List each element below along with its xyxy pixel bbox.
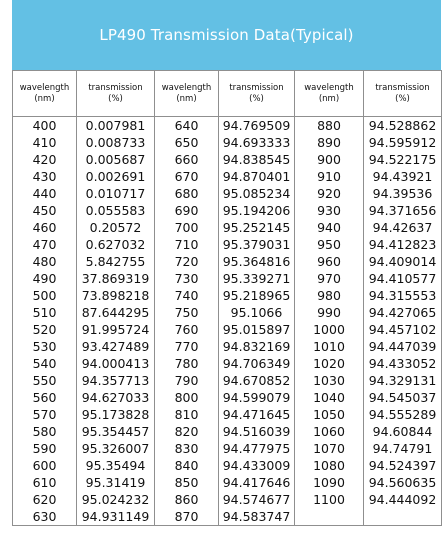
wavelength-cell: 870: [155, 508, 219, 526]
wavelength-cell: 900: [295, 151, 364, 168]
transmission-cell: 95.085234: [219, 185, 295, 202]
table-row: [13, 355, 442, 372]
header-wavelength: wavelength (nm): [295, 71, 364, 117]
transmission-cell: 0.20572: [77, 219, 155, 236]
wavelength-cell: 620: [13, 491, 77, 508]
wavelength-cell: 440: [13, 185, 77, 202]
wavelength-cell: 860: [155, 491, 219, 508]
wavelength-cell: 690: [155, 202, 219, 219]
wavelength-cell: 850: [155, 474, 219, 491]
transmission-cell: 94.444092: [364, 491, 442, 508]
table-row: [13, 219, 442, 236]
wavelength-cell: 720: [155, 253, 219, 270]
wavelength-cell: 960: [295, 253, 364, 270]
transmission-cell: 95.339271: [219, 270, 295, 287]
transmission-cell: 94.371656: [364, 202, 442, 219]
wavelength-cell: 760: [155, 321, 219, 338]
table-row: [13, 508, 442, 526]
wavelength-cell: 400: [13, 117, 77, 135]
wavelength-cell: 810: [155, 406, 219, 423]
wavelength-cell: 660: [155, 151, 219, 168]
table-title: LP490 Transmission Data(Typical): [99, 26, 354, 44]
transmission-cell: 93.427489: [77, 338, 155, 355]
wavelength-cell: 500: [13, 287, 77, 304]
transmission-cell: 95.326007: [77, 440, 155, 457]
transmission-cell: 94.447039: [364, 338, 442, 355]
wavelength-cell: 510: [13, 304, 77, 321]
wavelength-cell: 1010: [295, 338, 364, 355]
wavelength-cell: 590: [13, 440, 77, 457]
transmission-cell: 0.055583: [77, 202, 155, 219]
transmission-cell: 94.39536: [364, 185, 442, 202]
wavelength-cell: 1050: [295, 406, 364, 423]
header-wavelength: wavelength (nm): [13, 71, 77, 117]
table-row: [13, 338, 442, 355]
table-row: [13, 457, 442, 474]
transmission-cell: 94.315553: [364, 287, 442, 304]
transmission-cell: 94.42637: [364, 219, 442, 236]
wavelength-cell: 530: [13, 338, 77, 355]
table-row: [13, 134, 442, 151]
transmission-cell: 94.457102: [364, 321, 442, 338]
table-row: [13, 423, 442, 440]
transmission-cell: 95.1066: [219, 304, 295, 321]
transmission-cell: [364, 508, 442, 526]
wavelength-cell: 540: [13, 355, 77, 372]
transmission-cell: 0.005687: [77, 151, 155, 168]
transmission-cell: 94.560635: [364, 474, 442, 491]
transmission-cell: 94.329131: [364, 372, 442, 389]
wavelength-cell: 430: [13, 168, 77, 185]
header-transmission: transmission (%): [77, 71, 155, 117]
wavelength-cell: 600: [13, 457, 77, 474]
wavelength-cell: 640: [155, 117, 219, 135]
transmission-cell: 94.417646: [219, 474, 295, 491]
transmission-cell: 94.43921: [364, 168, 442, 185]
transmission-cell: 87.644295: [77, 304, 155, 321]
wavelength-cell: 1020: [295, 355, 364, 372]
wavelength-cell: 840: [155, 457, 219, 474]
transmission-cell: 94.409014: [364, 253, 442, 270]
transmission-cell: 95.194206: [219, 202, 295, 219]
table-row: [13, 202, 442, 219]
wavelength-cell: 460: [13, 219, 77, 236]
transmission-cell: 94.522175: [364, 151, 442, 168]
transmission-cell: 95.35494: [77, 457, 155, 474]
wavelength-cell: 570: [13, 406, 77, 423]
wavelength-cell: 740: [155, 287, 219, 304]
wavelength-cell: 1030: [295, 372, 364, 389]
transmission-cell: 91.995724: [77, 321, 155, 338]
wavelength-cell: 890: [295, 134, 364, 151]
wavelength-cell: 1060: [295, 423, 364, 440]
transmission-cell: 94.433052: [364, 355, 442, 372]
wavelength-cell: 730: [155, 270, 219, 287]
transmission-cell: 94.410577: [364, 270, 442, 287]
table-row: [13, 185, 442, 202]
table-row: [13, 168, 442, 185]
wavelength-cell: 790: [155, 372, 219, 389]
wavelength-cell: 800: [155, 389, 219, 406]
transmission-cell: 5.842755: [77, 253, 155, 270]
wavelength-cell: 580: [13, 423, 77, 440]
wavelength-cell: 680: [155, 185, 219, 202]
wavelength-cell: 650: [155, 134, 219, 151]
wavelength-cell: 610: [13, 474, 77, 491]
transmission-cell: 94.595912: [364, 134, 442, 151]
wavelength-cell: 670: [155, 168, 219, 185]
transmission-cell: 95.379031: [219, 236, 295, 253]
transmission-cell: 94.769509: [219, 117, 295, 135]
table-row: [13, 389, 442, 406]
header-row: [13, 71, 442, 117]
wavelength-cell: 630: [13, 508, 77, 526]
wavelength-cell: 830: [155, 440, 219, 457]
table-row: [13, 287, 442, 304]
table-row: [13, 491, 442, 508]
wavelength-cell: 1080: [295, 457, 364, 474]
wavelength-cell: 770: [155, 338, 219, 355]
transmission-cell: 95.015897: [219, 321, 295, 338]
wavelength-cell: 750: [155, 304, 219, 321]
transmission-cell: 94.832169: [219, 338, 295, 355]
table-row: [13, 151, 442, 168]
header-transmission: transmission (%): [364, 71, 442, 117]
transmission-cell: 95.024232: [77, 491, 155, 508]
transmission-cell: 94.524397: [364, 457, 442, 474]
transmission-cell: 95.173828: [77, 406, 155, 423]
transmission-cell: 94.599079: [219, 389, 295, 406]
transmission-cell: 0.010717: [77, 185, 155, 202]
header-wavelength: wavelength (nm): [155, 71, 219, 117]
transmission-cell: 95.31419: [77, 474, 155, 491]
transmission-cell: 94.477975: [219, 440, 295, 457]
table-row: [13, 321, 442, 338]
wavelength-cell: 820: [155, 423, 219, 440]
transmission-cell: 94.693333: [219, 134, 295, 151]
table-row: [13, 270, 442, 287]
transmission-cell: 94.838545: [219, 151, 295, 168]
transmission-cell: 0.008733: [77, 134, 155, 151]
transmission-cell: 94.670852: [219, 372, 295, 389]
wavelength-cell: 970: [295, 270, 364, 287]
transmission-cell: 95.354457: [77, 423, 155, 440]
wavelength-cell: 490: [13, 270, 77, 287]
table-row: [13, 440, 442, 457]
wavelength-cell: 930: [295, 202, 364, 219]
transmission-cell: 94.412823: [364, 236, 442, 253]
wavelength-cell: 980: [295, 287, 364, 304]
table-row: [13, 474, 442, 491]
wavelength-cell: 910: [295, 168, 364, 185]
wavelength-cell: 480: [13, 253, 77, 270]
table-body: [13, 117, 442, 526]
transmission-cell: 73.898218: [77, 287, 155, 304]
wavelength-cell: 940: [295, 219, 364, 236]
transmission-cell: 0.007981: [77, 117, 155, 135]
transmission-cell: 94.60844: [364, 423, 442, 440]
wavelength-cell: 1090: [295, 474, 364, 491]
wavelength-cell: 520: [13, 321, 77, 338]
wavelength-cell: 450: [13, 202, 77, 219]
wavelength-cell: 880: [295, 117, 364, 135]
transmission-cell: 94.870401: [219, 168, 295, 185]
transmission-cell: 95.364816: [219, 253, 295, 270]
wavelength-cell: 700: [155, 219, 219, 236]
wavelength-cell: 1040: [295, 389, 364, 406]
wavelength-cell: 550: [13, 372, 77, 389]
wavelength-cell: 920: [295, 185, 364, 202]
transmission-cell: 94.357713: [77, 372, 155, 389]
wavelength-cell: 1000: [295, 321, 364, 338]
transmission-cell: 94.574677: [219, 491, 295, 508]
table-row: [13, 304, 442, 321]
transmission-cell: 95.252145: [219, 219, 295, 236]
transmission-data-sheet: [12, 0, 441, 526]
wavelength-cell: 470: [13, 236, 77, 253]
transmission-cell: 94.931149: [77, 508, 155, 526]
transmission-cell: 0.002691: [77, 168, 155, 185]
transmission-cell: 94.555289: [364, 406, 442, 423]
header-transmission: transmission (%): [219, 71, 295, 117]
transmission-cell: 94.528862: [364, 117, 442, 135]
transmission-cell: 94.583747: [219, 508, 295, 526]
transmission-cell: 95.218965: [219, 287, 295, 304]
wavelength-cell: 410: [13, 134, 77, 151]
wavelength-cell: 420: [13, 151, 77, 168]
wavelength-cell: [295, 508, 364, 526]
wavelength-cell: 780: [155, 355, 219, 372]
transmission-cell: 94.516039: [219, 423, 295, 440]
table-row: [13, 236, 442, 253]
wavelength-cell: 560: [13, 389, 77, 406]
wavelength-cell: 710: [155, 236, 219, 253]
transmission-table: [12, 70, 442, 526]
transmission-cell: 94.545037: [364, 389, 442, 406]
table-title-banner: [12, 0, 441, 70]
transmission-cell: 94.471645: [219, 406, 295, 423]
table-row: [13, 117, 442, 135]
transmission-cell: 94.000413: [77, 355, 155, 372]
transmission-cell: 94.627033: [77, 389, 155, 406]
transmission-cell: 94.433009: [219, 457, 295, 474]
table-row: [13, 406, 442, 423]
wavelength-cell: 1100: [295, 491, 364, 508]
transmission-cell: 37.869319: [77, 270, 155, 287]
transmission-cell: 94.706349: [219, 355, 295, 372]
table-row: [13, 253, 442, 270]
transmission-cell: 0.627032: [77, 236, 155, 253]
wavelength-cell: 990: [295, 304, 364, 321]
wavelength-cell: 950: [295, 236, 364, 253]
transmission-cell: 94.427065: [364, 304, 442, 321]
table-row: [13, 372, 442, 389]
wavelength-cell: 1070: [295, 440, 364, 457]
transmission-cell: 94.74791: [364, 440, 442, 457]
